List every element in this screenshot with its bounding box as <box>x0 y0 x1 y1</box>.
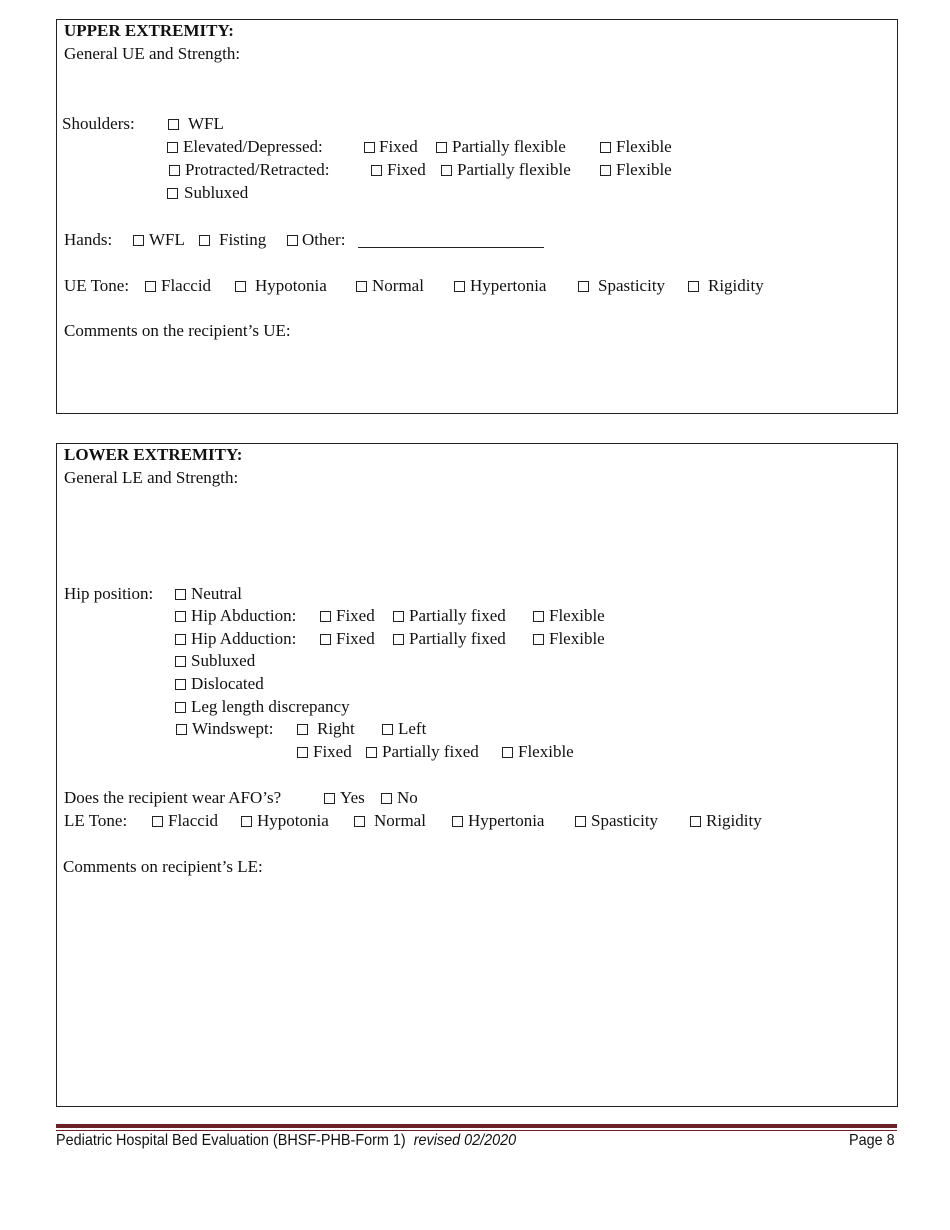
protracted-partially-flexible-checkbox[interactable] <box>441 165 452 176</box>
option-label: Subluxed <box>184 183 249 202</box>
option-label: Rigidity <box>706 811 762 830</box>
hands-other-checkbox[interactable] <box>287 235 298 246</box>
ue-comments-label: Comments on the recipient’s UE: <box>64 321 291 340</box>
option-label: Partially fixed <box>382 742 479 761</box>
option-label: Hypertonia <box>468 811 545 830</box>
option-label: Spasticity <box>598 276 666 295</box>
windswept-left-checkbox[interactable] <box>382 724 393 735</box>
le-tone-checkbox[interactable] <box>354 816 365 827</box>
option-label: Flaccid <box>161 276 212 295</box>
option-label: Partially flexible <box>452 137 566 156</box>
lower-extremity-section <box>56 443 898 1107</box>
le-general-label: General LE and Strength: <box>64 468 239 487</box>
elevated-flexible-checkbox[interactable] <box>600 142 611 153</box>
option-label: Protracted/Retracted: <box>185 160 330 179</box>
option-label: Partially fixed <box>409 629 506 648</box>
ue-tone-checkbox[interactable] <box>454 281 465 292</box>
hip-adduction-checkbox[interactable] <box>175 634 186 645</box>
windswept-partially-fixed-checkbox[interactable] <box>366 747 377 758</box>
adduction-partially-fixed-checkbox[interactable] <box>393 634 404 645</box>
hip-position-label: Hip position: <box>64 584 154 603</box>
abduction-flexible-checkbox[interactable] <box>533 611 544 622</box>
windswept-right-checkbox[interactable] <box>297 724 308 735</box>
hip-dislocated-checkbox[interactable] <box>175 679 186 690</box>
adduction-fixed-checkbox[interactable] <box>320 634 331 645</box>
option-label: Flaccid <box>168 811 219 830</box>
option-label: Other: <box>302 230 346 249</box>
protracted-flexible-checkbox[interactable] <box>600 165 611 176</box>
subluxed-checkbox[interactable] <box>167 188 178 199</box>
abduction-partially-fixed-checkbox[interactable] <box>393 611 404 622</box>
option-label: WFL <box>188 114 224 133</box>
option-label: Left <box>398 719 427 738</box>
option-label: Fixed <box>387 160 426 179</box>
elevated-fixed-checkbox[interactable] <box>364 142 375 153</box>
hands-label: Hands: <box>64 230 113 249</box>
ue-tone-checkbox[interactable] <box>688 281 699 292</box>
abduction-fixed-checkbox[interactable] <box>320 611 331 622</box>
footer-revised: revised 02/2020 <box>413 1132 517 1149</box>
hands-other-input[interactable] <box>358 247 544 248</box>
hip-subluxed-checkbox[interactable] <box>175 656 186 667</box>
option-label: Partially fixed <box>409 606 506 625</box>
windswept-fixed-checkbox[interactable] <box>297 747 308 758</box>
option-label: Elevated/Depressed: <box>183 137 323 156</box>
hands-wfl-checkbox[interactable] <box>133 235 144 246</box>
option-label: Leg length discrepancy <box>191 697 350 716</box>
option-label: WFL <box>149 230 185 249</box>
footer-title <box>56 1131 516 1151</box>
ue-tone-checkbox[interactable] <box>356 281 367 292</box>
le-tone-checkbox[interactable] <box>152 816 163 827</box>
option-label: Flexible <box>616 160 672 179</box>
option-label: Hypertonia <box>470 276 547 295</box>
afo-yes-checkbox[interactable] <box>324 793 335 804</box>
option-label: Flexible <box>518 742 574 761</box>
hip-neutral-checkbox[interactable] <box>175 589 186 600</box>
option-label: Spasticity <box>591 811 659 830</box>
ue-general-label: General UE and Strength: <box>64 44 241 63</box>
option-label: Fixed <box>379 137 418 156</box>
hip-abduction-checkbox[interactable] <box>175 611 186 622</box>
option-label: Fixed <box>336 606 375 625</box>
option-label: No <box>397 788 418 807</box>
le-tone-checkbox[interactable] <box>575 816 586 827</box>
elevated-partially-flexible-checkbox[interactable] <box>436 142 447 153</box>
shoulders-wfl-checkbox[interactable] <box>168 119 179 130</box>
option-label: Right <box>317 719 355 738</box>
ue-tone-label: UE Tone: <box>64 276 130 295</box>
footer-rule <box>56 1124 897 1128</box>
windswept-checkbox[interactable] <box>176 724 187 735</box>
option-label: Normal <box>374 811 426 830</box>
adduction-flexible-checkbox[interactable] <box>533 634 544 645</box>
option-label: Hypotonia <box>255 276 327 295</box>
le-comments-label: Comments on recipient’s LE: <box>63 857 263 876</box>
option-label: Yes <box>340 788 365 807</box>
ue-tone-checkbox[interactable] <box>145 281 156 292</box>
option-label: Flexible <box>549 606 605 625</box>
option-label: Flexible <box>616 137 672 156</box>
option-label: Flexible <box>549 629 605 648</box>
option-label: Rigidity <box>708 276 764 295</box>
le-tone-label: LE Tone: <box>64 811 128 830</box>
option-label: Hypotonia <box>257 811 329 830</box>
option-label: Neutral <box>191 584 242 603</box>
elevated-checkbox[interactable] <box>167 142 178 153</box>
option-label: Subluxed <box>191 651 256 670</box>
option-label: Dislocated <box>191 674 264 693</box>
option-label: Fixed <box>336 629 375 648</box>
windswept-flexible-checkbox[interactable] <box>502 747 513 758</box>
option-label: Partially flexible <box>457 160 571 179</box>
option-label: Windswept: <box>192 719 274 738</box>
option-label: Fixed <box>313 742 352 761</box>
le-tone-checkbox[interactable] <box>241 816 252 827</box>
protracted-checkbox[interactable] <box>169 165 180 176</box>
upper-title: UPPER EXTREMITY: <box>64 21 234 40</box>
option-label: Hip Abduction: <box>191 606 297 625</box>
leg-length-checkbox[interactable] <box>175 702 186 713</box>
protracted-fixed-checkbox[interactable] <box>371 165 382 176</box>
footer-form-name: Pediatric Hospital Bed Evaluation (BHSF-PHB-Form 1) <box>56 1132 406 1149</box>
upper-extremity-section <box>56 19 898 414</box>
afo-question: Does the recipient wear AFO’s? <box>64 788 282 807</box>
lower-title: LOWER EXTREMITY: <box>64 445 243 464</box>
le-tone-checkbox[interactable] <box>452 816 463 827</box>
afo-no-checkbox[interactable] <box>381 793 392 804</box>
page-number: Page 8 <box>849 1132 895 1149</box>
shoulders-label: Shoulders: <box>62 114 135 133</box>
option-label: Fisting <box>219 230 267 249</box>
ue-tone-checkbox[interactable] <box>235 281 246 292</box>
option-label: Hip Adduction: <box>191 629 297 648</box>
le-tone-checkbox[interactable] <box>690 816 701 827</box>
hands-fisting-checkbox[interactable] <box>199 235 210 246</box>
option-label: Normal <box>372 276 424 295</box>
ue-tone-checkbox[interactable] <box>578 281 589 292</box>
